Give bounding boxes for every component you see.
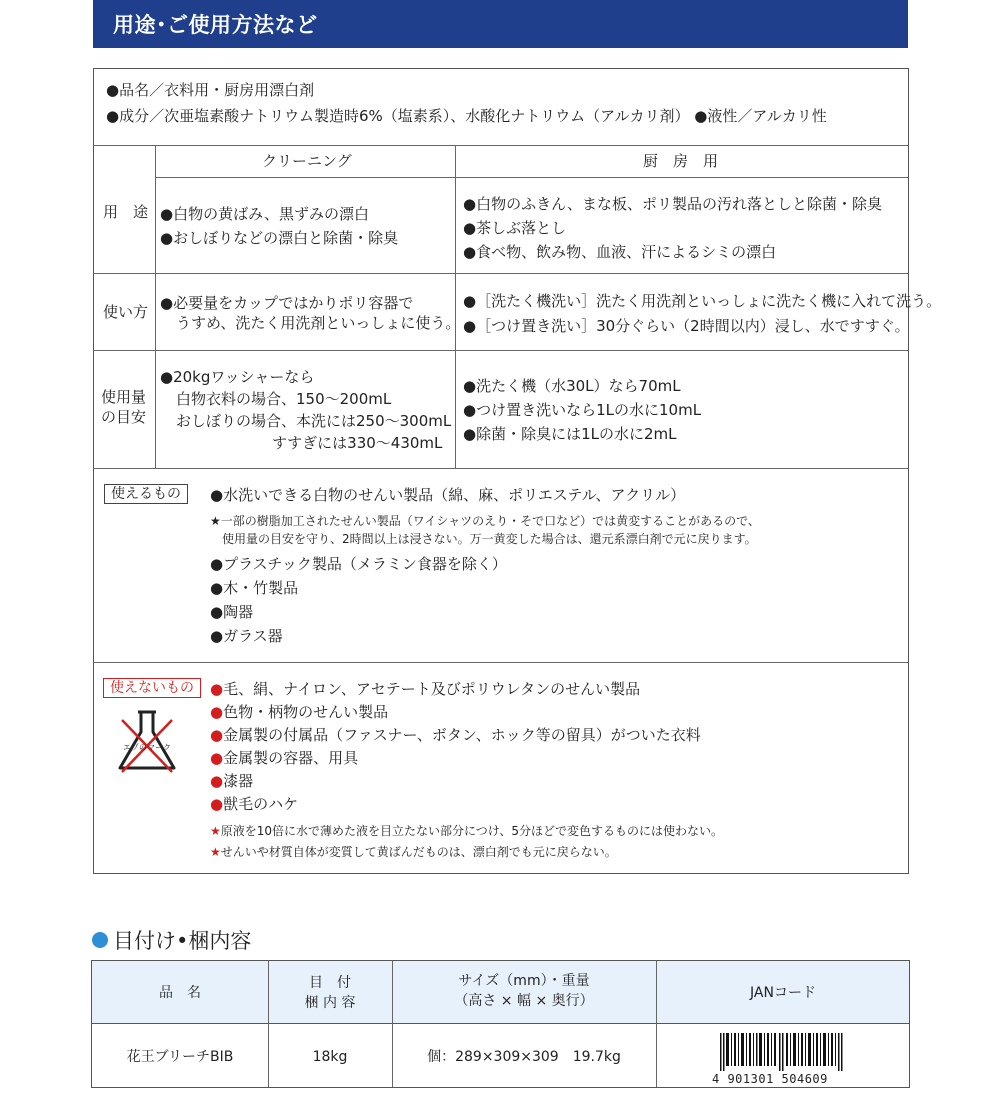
usable-note: 使用量の目安を守り、2時間以上は浸さない。万一黄変した場合は、還元系漂白剤で元に戻ります。 xyxy=(222,532,757,546)
divider xyxy=(93,145,909,146)
column-header-cleaning: クリーニング xyxy=(262,152,352,170)
purpose-kitchen-item: ●食べ物、飲み物、血液、汗によるシミの漂白 xyxy=(463,243,777,261)
header-weight: 目 付 xyxy=(309,975,351,991)
unusable-item xyxy=(210,771,253,791)
amount-kitchen-line: ●除菌・除臭には1Lの水に2mL xyxy=(463,425,677,443)
usable-item: ●ガラス器 xyxy=(210,627,283,645)
divider xyxy=(656,961,657,1087)
purpose-cleaning-item: ●白物の黄ばみ、黒ずみの漂白 xyxy=(160,205,369,223)
unusable-tag: 使えないもの xyxy=(103,678,201,698)
unusable-item-text: 毛、絹、ナイロン、アセテート及びポリウレタンのせんい製品 xyxy=(223,680,641,698)
header-size: （高さ × 幅 × 奥行） xyxy=(454,993,594,1009)
amount-kitchen-line: ●つけ置き洗いなら1Lの水に10mL xyxy=(463,401,702,419)
section-title: 用途･ご使用方法など xyxy=(113,13,318,37)
cell-weight: 18kg xyxy=(312,1049,348,1065)
header-jan: JANコード xyxy=(750,985,816,1001)
unusable-item xyxy=(210,748,358,768)
purpose-kitchen-item: ●茶しぶ落とし xyxy=(463,219,567,237)
divider xyxy=(93,468,909,469)
header-weight: 梱 内 容 xyxy=(304,995,356,1011)
unusable-item-text: 漆器 xyxy=(223,772,254,790)
no-flask-icon xyxy=(112,706,182,778)
usable-item: ●水洗いできる白物のせんい製品（綿、麻、ポリエステル、アクリル） xyxy=(210,486,686,504)
unusable-item-text: 金属製の容器、用具 xyxy=(223,749,359,767)
divider xyxy=(93,350,909,351)
cell-size: 個：289×309×309 19.7kg xyxy=(427,1049,621,1065)
red-bullet: ● xyxy=(210,772,224,790)
amount-cleaning-line: ●20kgワッシャーなら xyxy=(160,368,315,386)
divider xyxy=(155,177,909,178)
usable-item: ●陶器 xyxy=(210,603,254,621)
red-bullet: ● xyxy=(210,703,224,721)
red-bullet: ● xyxy=(210,795,224,813)
amount-kitchen-line: ●洗たく機（水30L）なら70mL xyxy=(463,377,681,395)
unusable-item-text: 金属製の付属品（ファスナー、ボタン、ホック等の留具）がついた衣料 xyxy=(223,726,701,744)
header-size: サイズ（mm）・重量 xyxy=(458,973,590,989)
divider xyxy=(155,145,156,468)
howto-kitchen-line: ●［つけ置き洗い］30分ぐらい（2時間以内）浸し、水ですすぐ。 xyxy=(463,317,910,335)
unusable-item-text: 獣毛のハケ xyxy=(223,795,299,813)
divider xyxy=(93,273,909,274)
unusable-note xyxy=(210,844,617,860)
red-bullet: ● xyxy=(210,726,224,744)
bullet-icon xyxy=(92,932,108,948)
row-label-amount: 使用量 xyxy=(101,388,147,406)
row-label-howto: 使い方 xyxy=(103,303,149,321)
unusable-item-text: 色物・柄物のせんい製品 xyxy=(223,703,389,721)
section-header-bar xyxy=(93,0,908,48)
ingredients-line: ●成分／次亜塩素酸ナトリウム製造時6%（塩素系）、水酸化ナトリウム（アルカリ剤） ●液性／アルカリ性 xyxy=(106,107,827,125)
red-star: ★ xyxy=(210,845,221,859)
packing-section-title: 目付け•梱内容 xyxy=(113,929,252,953)
usable-item: ●木・竹製品 xyxy=(210,579,299,597)
row-label-purpose: 用 途 xyxy=(103,203,149,221)
usable-tag: 使えるもの xyxy=(104,484,188,504)
header-product-name: 品 名 xyxy=(159,985,201,1001)
howto-cleaning-line: うすめ、洗たく用洗剤といっしょに使う。 xyxy=(176,314,461,332)
cell-product-name: 花王ブリーチBIB xyxy=(126,1049,234,1065)
red-bullet: ● xyxy=(210,680,224,698)
barcode-icon xyxy=(720,1033,850,1071)
unusable-item xyxy=(210,679,640,699)
unusable-note-text: せんいや材質自体が変質して黄ばんだものは、漂白剤でも元に戻らない。 xyxy=(220,845,617,859)
amount-cleaning-line: おしぼりの場合、本洗には250〜300mL xyxy=(176,412,452,430)
divider xyxy=(93,662,909,663)
amount-cleaning-line: 白物衣料の場合、150〜200mL xyxy=(176,390,392,408)
red-star: ★ xyxy=(210,824,221,838)
product-name-line: ●品名／衣料用・厨房用漂白剤 xyxy=(106,81,315,99)
amount-cleaning-line: すすぎには330〜430mL xyxy=(272,434,443,452)
unusable-item xyxy=(210,725,701,745)
howto-kitchen-line: ●［洗たく機洗い］洗たく用洗剤といっしょに洗たく機に入れて洗う。 xyxy=(463,292,942,310)
purpose-kitchen-item: ●白物のふきん、まな板、ポリ製品の汚れ落としと除菌・除臭 xyxy=(463,195,882,213)
unusable-item xyxy=(210,794,298,814)
unusable-item xyxy=(210,702,388,722)
purpose-cleaning-item: ●おしぼりなどの漂白と除菌・除臭 xyxy=(160,229,399,247)
unusable-note xyxy=(210,823,723,839)
howto-cleaning-line: ●必要量をカップではかりポリ容器で xyxy=(160,294,414,312)
jan-code-number: 4 901301 504609 xyxy=(712,1072,828,1086)
column-header-kitchen: 厨 房 用 xyxy=(643,152,719,170)
divider xyxy=(455,145,456,468)
usable-item: ●プラスチック製品（メラミン食器を除く） xyxy=(210,555,507,573)
row-label-amount: の目安 xyxy=(101,408,147,426)
usable-note: ★一部の樹脂加工されたせんい製品（ワイシャツのえり・そで口など）では黄変することがあるので、 xyxy=(210,514,760,528)
red-bullet: ● xyxy=(210,749,224,767)
flask-icon-label: エゾのマーク xyxy=(123,743,171,752)
unusable-note-text: 原液を10倍に水で薄めた液を目立たない部分につけ、5分ほどで変色するものには使わない。 xyxy=(220,824,723,838)
